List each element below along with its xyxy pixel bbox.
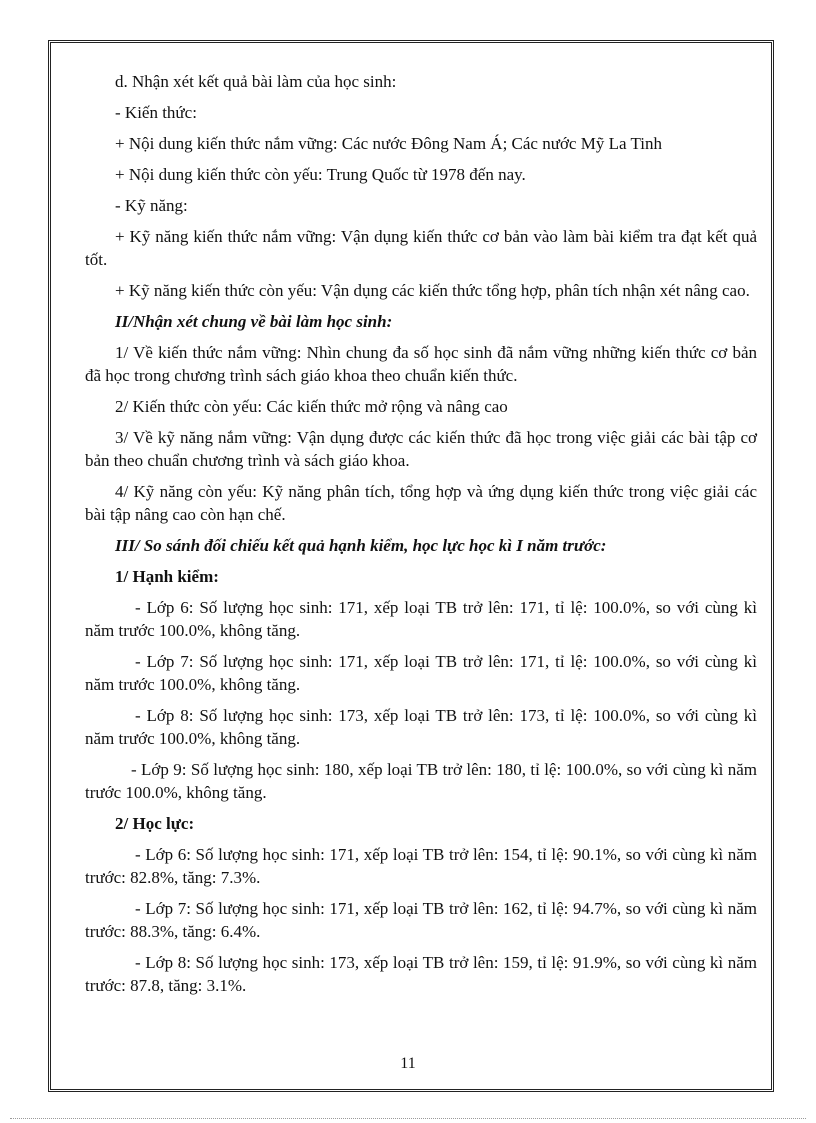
paragraph: + Nội dung kiến thức còn yếu: Trung Quốc từ 1978 đến nay. [115,165,526,184]
paragraph: + Kỹ năng kiến thức còn yếu: Vận dụng các kiến thức tổng hợp, phân tích nhận xét nâng cao. [115,281,750,300]
paragraph: d. Nhận xét kết quả bài làm của học sinh: [115,72,397,91]
page-number: 11 [400,1055,416,1072]
subsection-heading: 1/ Hạnh kiểm: [115,567,219,586]
subsection-heading: 2/ Học lực: [115,814,195,833]
section-heading: III/ So sánh đối chiếu kết quả hạnh kiểm, học lực học kì I năm trước: [115,536,607,555]
paragraph: 1/ Về kiến thức nắm vững: Nhìn chung đa số học sinh đã nắm vững những kiến thức cơ bản đã học trong chương trình sách giáo khoa theo chuẩn kiến thức. [85,343,757,385]
paragraph: 3/ Về kỹ năng nắm vững: Vận dụng được các kiến thức đã học trong việc giải các bài tập cơ bản theo chuẩn chương trình và sách giáo khoa. [85,428,757,470]
paragraph: - Kiến thức: [115,103,197,122]
paragraph: - Lớp 7: Số lượng học sinh: 171, xếp loại TB trở lên: 162, tỉ lệ: 94.7%, so với cùng kì năm trước: 88.3%, tăng: 6.4%. [85,899,757,941]
document-body [85,70,757,1005]
footer-divider [10,1118,806,1119]
paragraph: - Kỹ năng: [115,196,188,215]
section-heading: II/Nhận xét chung về bài làm học sinh: [115,312,393,331]
paragraph: - Lớp 6: Số lượng học sinh: 171, xếp loại TB trở lên: 171, tỉ lệ: 100.0%, so với cùng kì năm trước 100.0%, không tăng. [85,598,757,640]
paragraph: - Lớp 6: Số lượng học sinh: 171, xếp loại TB trở lên: 154, tỉ lệ: 90.1%, so với cùng kì năm trước: 82.8%, tăng: 7.3%. [85,845,757,887]
paragraph: + Nội dung kiến thức nắm vững: Các nước Đông Nam Á; Các nước Mỹ La Tinh [115,134,662,153]
paragraph: 4/ Kỹ năng còn yếu: Kỹ năng phân tích, tổng hợp và ứng dụng kiến thức trong việc giải các bài tập nâng cao còn hạn chế. [85,482,757,524]
paragraph: + Kỹ năng kiến thức nắm vững: Vận dụng kiến thức cơ bản vào làm bài kiểm tra đạt kết quả tốt. [85,227,757,269]
paragraph: - Lớp 8: Số lượng học sinh: 173, xếp loại TB trở lên: 173, tỉ lệ: 100.0%, so với cùng kì năm trước 100.0%, không tăng. [85,706,757,748]
paragraph: - Lớp 7: Số lượng học sinh: 171, xếp loại TB trở lên: 171, tỉ lệ: 100.0%, so với cùng kì năm trước 100.0%, không tăng. [85,652,757,694]
paragraph: - Lớp 8: Số lượng học sinh: 173, xếp loại TB trở lên: 159, tỉ lệ: 91.9%, so với cùng kì năm trước: 87.8, tăng: 3.1%. [85,953,757,995]
paragraph: 2/ Kiến thức còn yếu: Các kiến thức mở rộng và nâng cao [115,397,508,416]
paragraph: - Lớp 9: Số lượng học sinh: 180, xếp loại TB trở lên: 180, tỉ lệ: 100.0%, so với cùng kì năm trước 100.0%, không tăng. [85,760,757,802]
